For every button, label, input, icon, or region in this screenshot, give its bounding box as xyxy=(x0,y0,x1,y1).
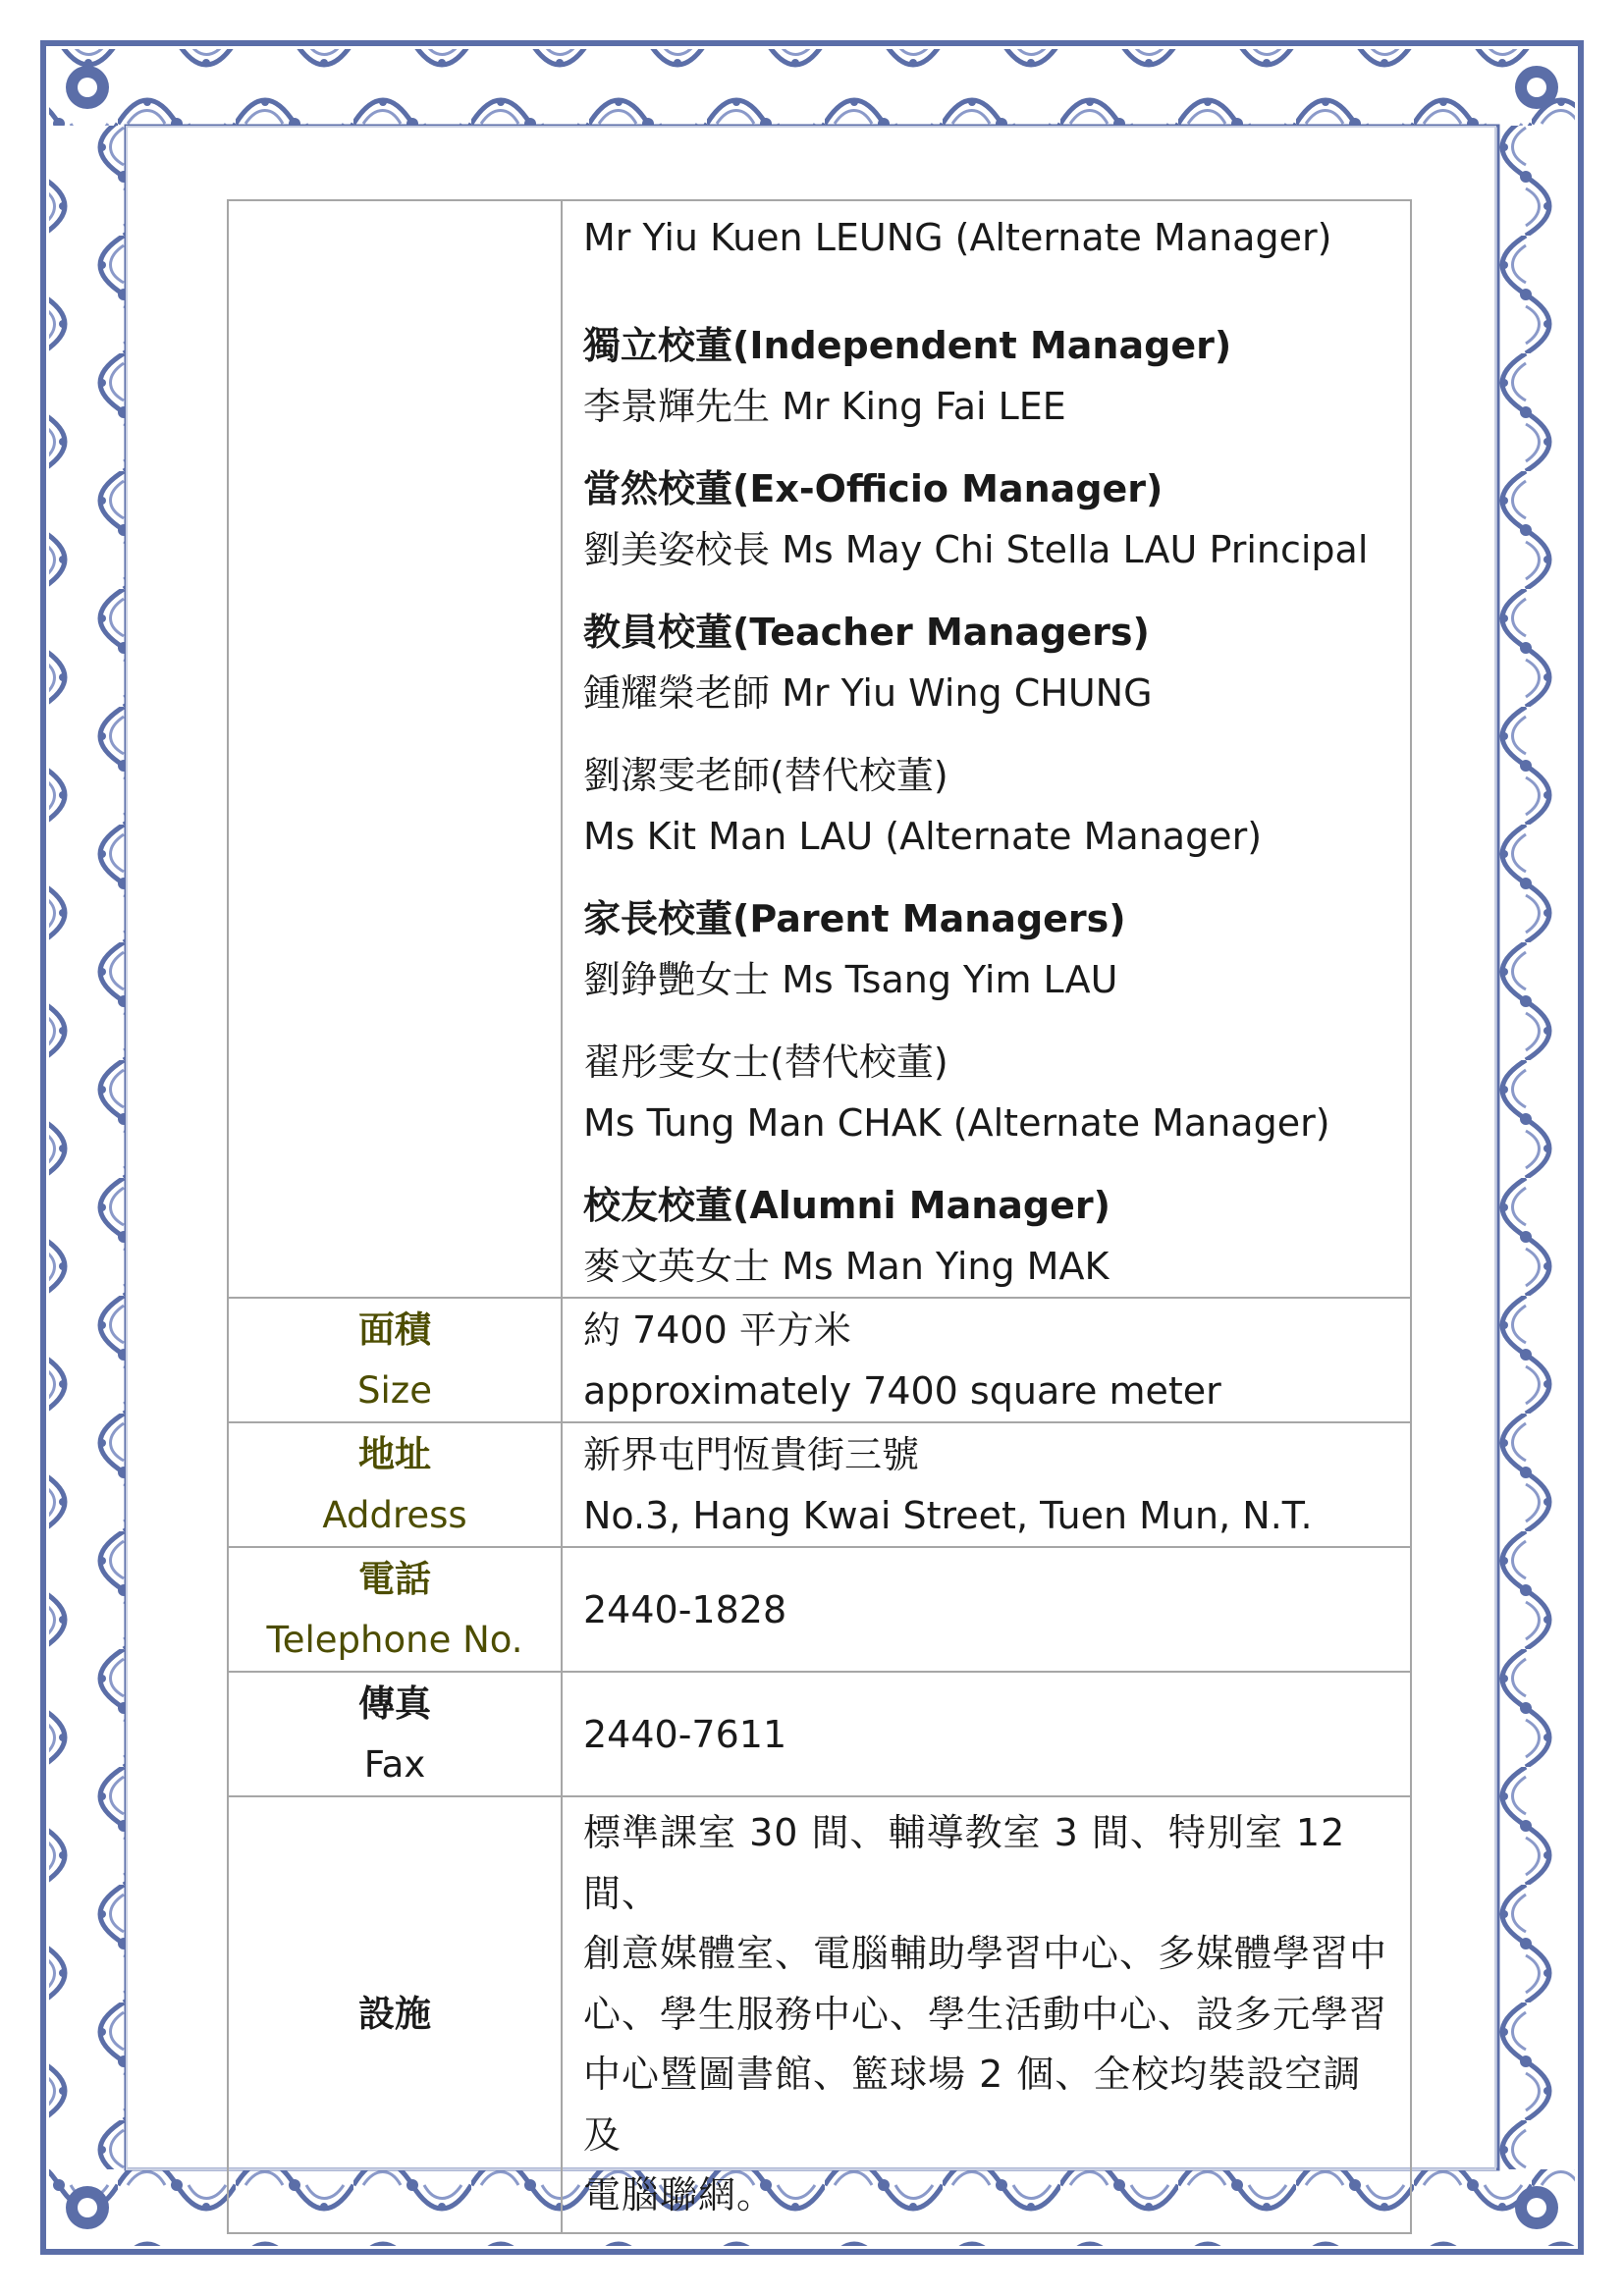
address-label-en: Address xyxy=(322,1493,467,1536)
group-heading: 校友校董(Alumni Manager) xyxy=(583,1184,1110,1227)
managers-value-cell xyxy=(562,200,1411,1298)
manager-group-parent xyxy=(583,888,1396,1010)
size-label-cell xyxy=(228,1298,562,1422)
group-heading: 當然校董(Ex-Officio Manager) xyxy=(583,467,1164,510)
manager-group-teacher-alternate xyxy=(583,745,1396,867)
size-value-cell xyxy=(562,1298,1411,1422)
telephone-label-en: Telephone No. xyxy=(266,1618,523,1661)
manager-name-en: Ms Tung Man CHAK (Alternate Manager) xyxy=(583,1101,1330,1145)
manager-name-zh: 劉潔雯老師(替代校董) xyxy=(583,754,948,797)
manager-name: 鍾耀榮老師 Mr Yiu Wing CHUNG xyxy=(583,671,1153,715)
manager-name: 劉錚艷女士 Ms Tsang Yim LAU xyxy=(583,958,1118,1001)
size-label-en: Size xyxy=(357,1368,432,1412)
fax-label-en: Fax xyxy=(363,1742,426,1786)
address-row xyxy=(228,1422,1411,1547)
address-label-cell xyxy=(228,1422,562,1547)
manager-name: 麥文英女士 Ms Man Ying MAK xyxy=(583,1245,1110,1288)
address-label-zh: 地址 xyxy=(358,1432,431,1475)
facilities-line: 中心暨圖書館、籃球場 2 個、全校均裝設空調及 xyxy=(583,2053,1362,2157)
facilities-text xyxy=(583,1797,1396,2232)
school-info-table xyxy=(227,199,1412,2234)
facilities-line: 心、學生服務中心、學生活動中心、設多元學習 xyxy=(583,1992,1388,2036)
manager-name-en: Ms Kit Man LAU (Alternate Manager) xyxy=(583,815,1263,858)
size-value-zh: 約 7400 平方米 xyxy=(583,1308,851,1352)
alternate-manager-name: Mr Yiu Kuen LEUNG (Alternate Manager) xyxy=(583,216,1332,259)
telephone-row xyxy=(228,1547,1411,1672)
facilities-line: 創意媒體室、電腦輔助學習中心、多媒體學習中 xyxy=(583,1932,1388,1975)
fax-row xyxy=(228,1672,1411,1796)
fax-label-cell xyxy=(228,1672,562,1796)
group-heading: 家長校董(Parent Managers) xyxy=(583,897,1126,940)
manager-group-teacher xyxy=(583,602,1396,723)
manager-name: 李景輝先生 Mr King Fai LEE xyxy=(583,385,1066,428)
address-value-cell xyxy=(562,1422,1411,1547)
manager-group-alumni xyxy=(583,1175,1396,1297)
facilities-label-cell xyxy=(228,1796,562,2233)
manager-group-parent-alternate xyxy=(583,1032,1396,1153)
fax-value-cell xyxy=(562,1672,1411,1796)
size-label-zh: 面積 xyxy=(358,1308,431,1351)
manager-group-ex-officio xyxy=(583,458,1396,580)
fax-label-zh: 傳真 xyxy=(358,1682,431,1725)
group-heading: 教員校董(Teacher Managers) xyxy=(583,611,1150,654)
facilities-value-cell xyxy=(562,1796,1411,2233)
facilities-row xyxy=(228,1796,1411,2233)
managers-label-cell xyxy=(228,200,562,1298)
telephone-value: 2440-1828 xyxy=(583,1587,787,1631)
telephone-value-cell xyxy=(562,1547,1411,1672)
manager-group-independent xyxy=(583,315,1396,437)
facilities-label-zh: 設施 xyxy=(358,1993,431,2036)
alternate-manager-top xyxy=(583,207,1396,268)
address-value-en: No.3, Hang Kwai Street, Tuen Mun, N.T. xyxy=(583,1493,1313,1537)
managers-row xyxy=(228,200,1411,1298)
facilities-line: 電腦聯網。 xyxy=(583,2173,776,2216)
address-value-zh: 新界屯門恆貴街三號 xyxy=(583,1432,920,1476)
telephone-label-zh: 電話 xyxy=(358,1557,431,1600)
fax-value: 2440-7611 xyxy=(583,1712,787,1756)
telephone-label-cell xyxy=(228,1547,562,1672)
manager-name-zh: 翟彤雯女士(替代校董) xyxy=(583,1041,948,1084)
size-row xyxy=(228,1298,1411,1422)
group-heading: 獨立校董(Independent Manager) xyxy=(583,324,1232,367)
facilities-line: 標準課室 30 間、輔導教室 3 間、特別室 12 間、 xyxy=(583,1811,1346,1915)
manager-name: 劉美姿校長 Ms May Chi Stella LAU Principal xyxy=(583,528,1369,571)
size-value-en: approximately 7400 square meter xyxy=(583,1368,1221,1413)
